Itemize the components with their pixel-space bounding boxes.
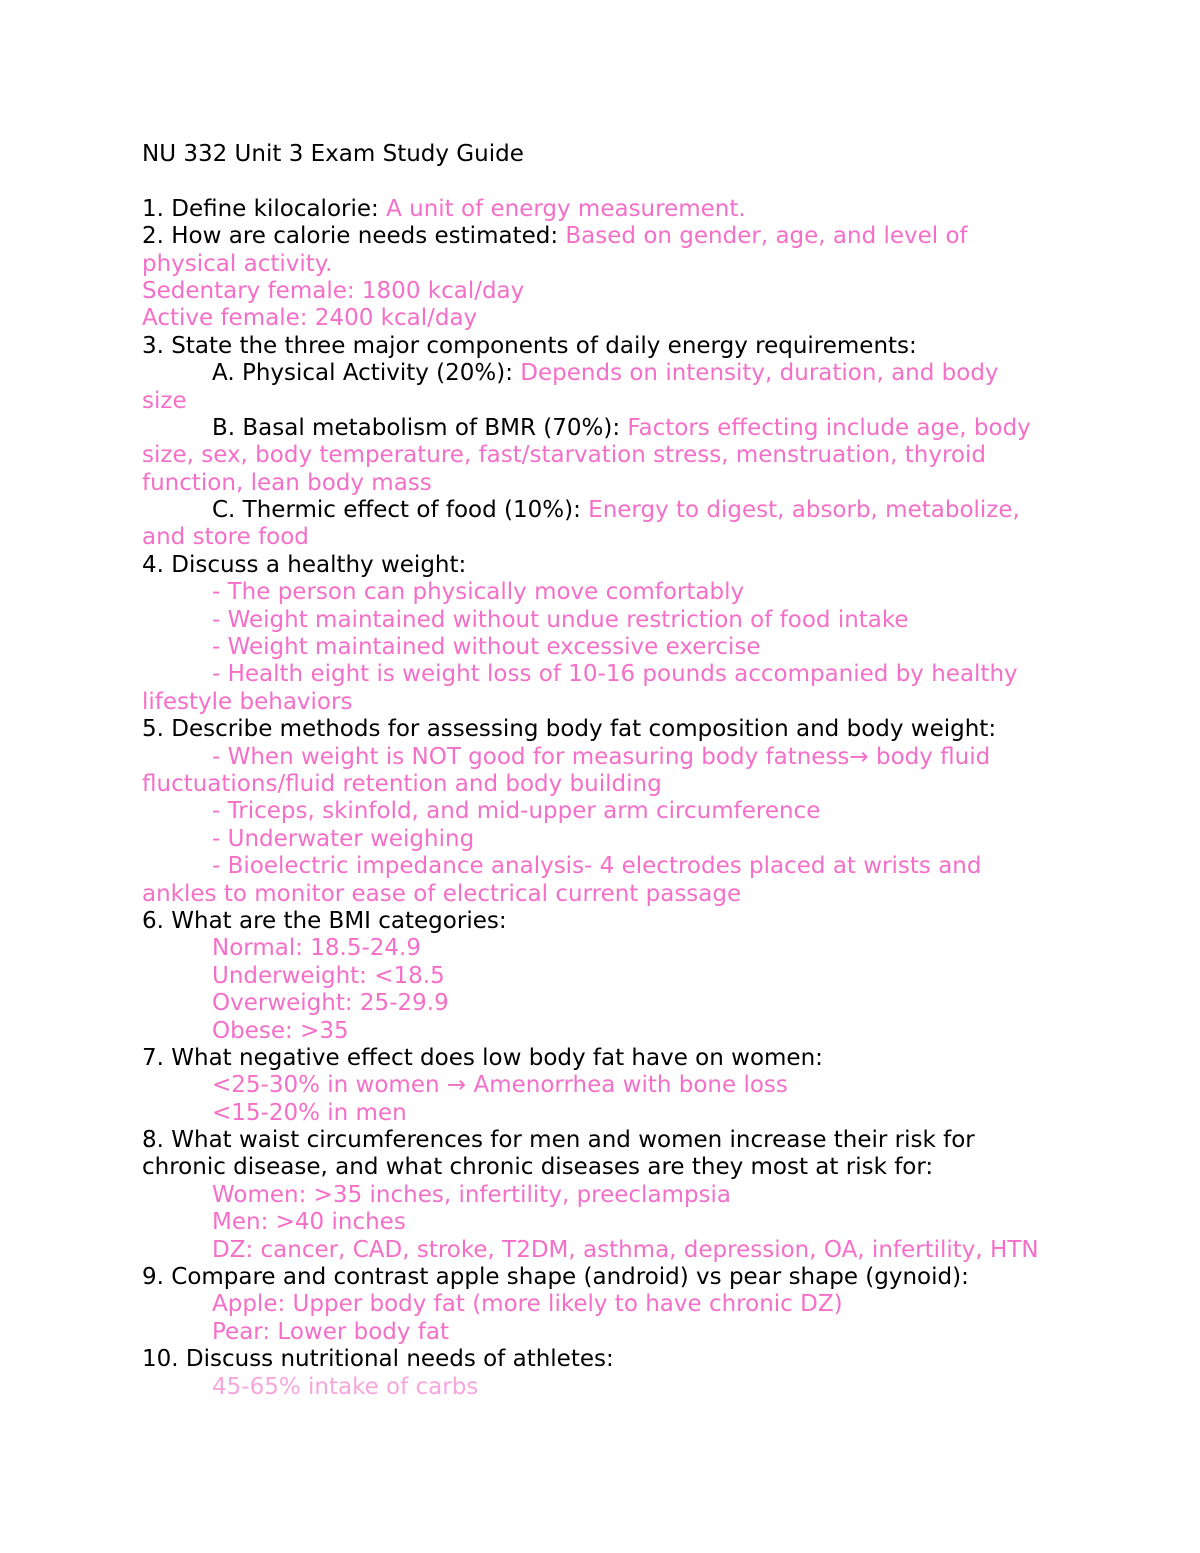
question-5: 5. Describe methods for assessing body fat composition and body weight: [142, 716, 997, 743]
answer-5-line-1: - When weight is NOT good for measuring body fatness→ body fluid [212, 743, 991, 770]
answer-5-line-2: fluctuations/fluid retention and body building [142, 770, 662, 797]
component-b [142, 415, 1142, 442]
answer-2-line-2: physical activity. [142, 250, 333, 277]
question-3: 3. State the three major components of daily energy requirements: [142, 332, 917, 359]
component-b-answer: Factors effecting include age, body [627, 414, 1031, 441]
bmi-underweight: Underweight: <18.5 [212, 962, 445, 989]
answer-5-line-6: ankles to monitor ease of electrical current passage [142, 880, 742, 907]
bmi-obese: Obese: >35 [212, 1017, 349, 1044]
document-title: NU 332 Unit 3 Exam Study Guide [142, 141, 524, 167]
answer-9-apple: Apple: Upper body fat (more likely to have chronic DZ) [212, 1291, 843, 1318]
answer-5-line-4: - Underwater weighing [212, 825, 475, 852]
component-c-label: C. Thermic effect of food (10%): [212, 497, 589, 524]
answer-1: A unit of energy measurement. [386, 195, 746, 222]
component-c-answer: Energy to digest, absorb, metabolize, [588, 497, 1020, 524]
question-2 [142, 223, 1142, 250]
bmi-normal: Normal: 18.5-24.9 [212, 935, 421, 962]
question-9: 9. Compare and contrast apple shape (android) vs pear shape (gynoid): [142, 1264, 969, 1291]
question-10: 10. Discuss nutritional needs of athletes: [142, 1346, 614, 1373]
question-2-text: 2. How are calorie needs estimated: [142, 223, 566, 250]
component-c-answer-cont: and store food [142, 524, 309, 551]
answer-4-line-5: lifestyle behaviors [142, 688, 353, 715]
answer-8-men: Men: >40 inches [212, 1209, 406, 1236]
question-6: 6. What are the BMI categories: [142, 907, 507, 934]
component-a-answer-cont: size [142, 387, 187, 414]
component-a-label: A. Physical Activity (20%): [212, 360, 521, 387]
component-a [142, 360, 1142, 387]
answer-9-pear: Pear: Lower body fat [212, 1318, 450, 1345]
component-b-label: B. Basal metabolism of BMR (70%): [212, 414, 628, 441]
answer-7-women: <25-30% in women → Amenorrhea with bone loss [212, 1072, 788, 1099]
study-guide-content [142, 141, 1142, 1401]
answer-10-line-1: 45-65% intake of carbs [212, 1373, 479, 1400]
answer-4-line-2: - Weight maintained without undue restriction of food intake [212, 606, 909, 633]
bmi-overweight: Overweight: 25-29.9 [212, 990, 449, 1017]
component-c [142, 497, 1142, 524]
question-1-text: 1. Define kilocalorie: [142, 195, 387, 222]
answer-4-line-4: - Health eight is weight loss of 10-16 pounds accompanied by healthy [212, 661, 1018, 688]
answer-2-line-3: Sedentary female: 1800 kcal/day [142, 277, 525, 304]
answer-4-line-1: - The person can physically move comfortably [212, 579, 745, 606]
component-b-answer-cont-2: function, lean body mass [142, 469, 432, 496]
answer-2-line-4: Active female: 2400 kcal/day [142, 305, 478, 332]
question-8-line-2: chronic disease, and what chronic diseases are they most at risk for: [142, 1154, 934, 1181]
question-4: 4. Discuss a healthy weight: [142, 551, 467, 578]
answer-5-line-5: - Bioelectric impedance analysis- 4 electrodes placed at wrists and [212, 853, 982, 880]
answer-7-men: <15-20% in men [212, 1099, 407, 1126]
component-a-answer: Depends on intensity, duration, and body [520, 360, 999, 387]
question-7: 7. What negative effect does low body fat have on women: [142, 1044, 823, 1071]
answer-8-diseases: DZ: cancer, CAD, stroke, T2DM, asthma, depression, OA, infertility, HTN [212, 1236, 1039, 1263]
answer-2-line-1: Based on gender, age, and level of [565, 223, 968, 250]
answer-4-line-3: - Weight maintained without excessive exercise [212, 634, 761, 661]
answer-5-line-3: - Triceps, skinfold, and mid-upper arm circumference [212, 798, 821, 825]
question-1 [142, 196, 1142, 223]
component-b-answer-cont-1: size, sex, body temperature, fast/starvation stress, menstruation, thyroid [142, 442, 986, 469]
answer-8-women: Women: >35 inches, infertility, preeclampsia [212, 1181, 732, 1208]
question-8-line-1: 8. What waist circumferences for men and women increase their risk for [142, 1127, 975, 1154]
